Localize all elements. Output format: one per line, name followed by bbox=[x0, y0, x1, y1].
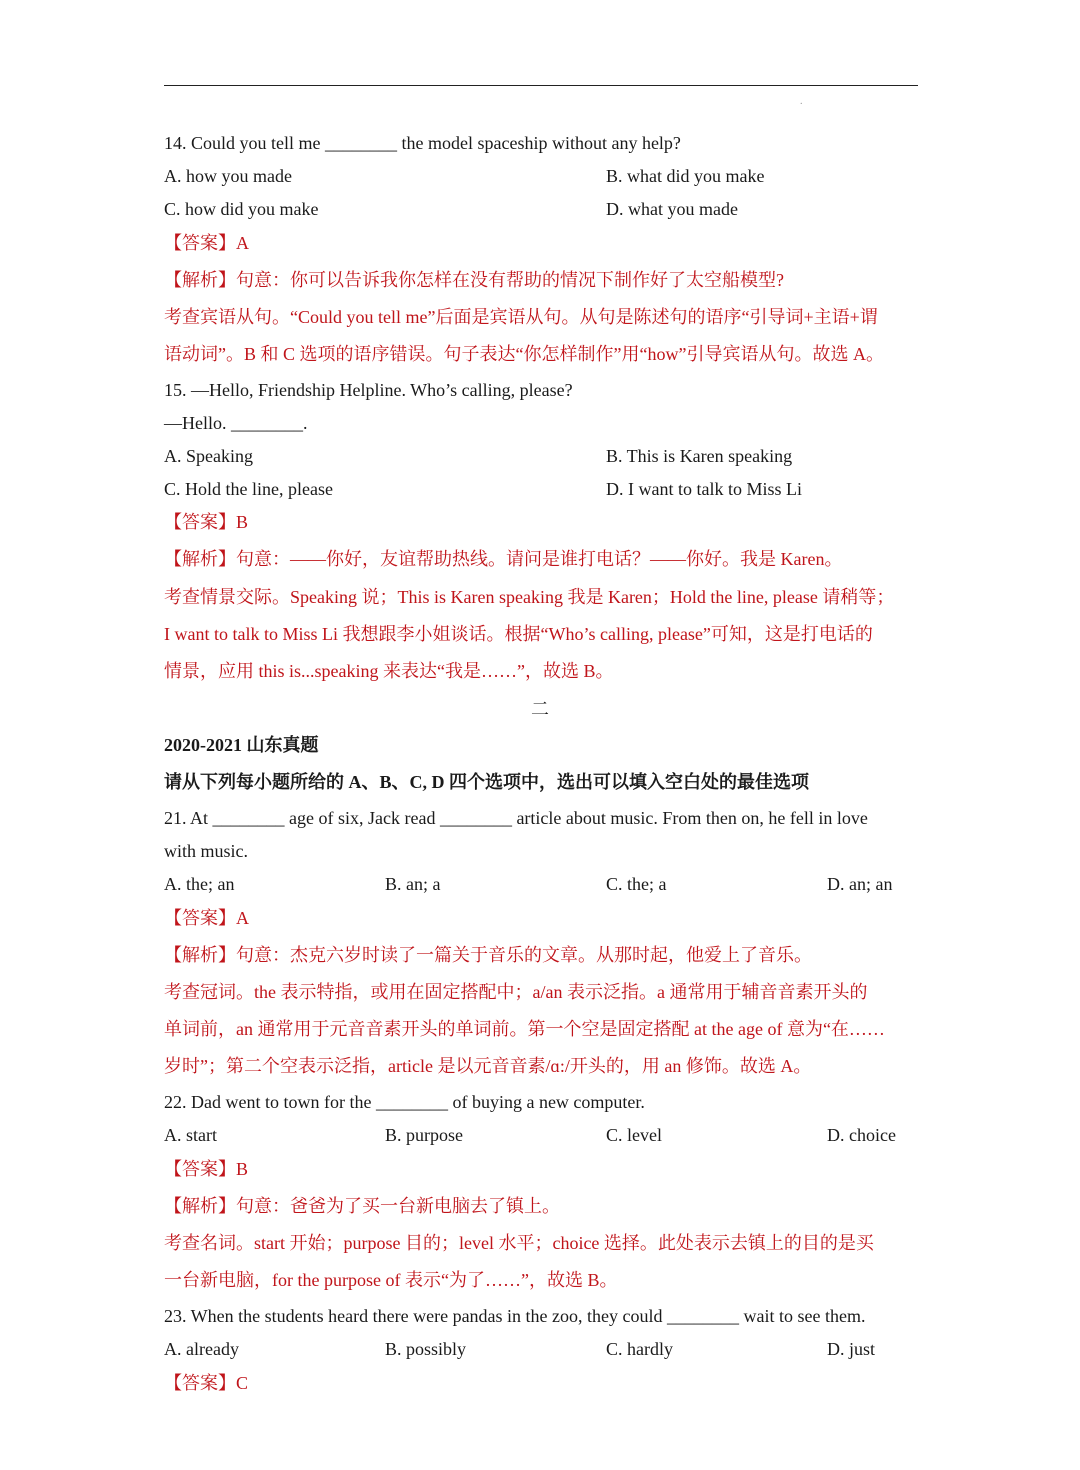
q15-option-b: B. This is Karen speaking bbox=[606, 446, 793, 466]
q23-stem: 23. When the students heard there were pandas in the zoo, they could ________ wait to see them. bbox=[164, 1306, 866, 1326]
q14-option-d: D. what you made bbox=[606, 199, 738, 219]
q22-stem: 22. Dad went to town for the ________ of buying a new computer. bbox=[164, 1092, 645, 1112]
q14-option-c: C. how did you make bbox=[164, 199, 319, 219]
q14-answer: 【答案】A bbox=[164, 233, 249, 253]
q22-analysis-line-3: 一台新电脑，for the purpose of 表示“为了……”，故选 B。 bbox=[164, 1270, 618, 1290]
q21-option-c: C. the; a bbox=[606, 874, 667, 894]
q21-analysis-line-1: 【解析】句意：杰克六岁时读了一篇关于音乐的文章。从那时起，他爱上了音乐。 bbox=[164, 945, 812, 965]
q21-stem-continued: with music. bbox=[164, 841, 248, 861]
section-title: 2020-2021 山东真题 bbox=[164, 735, 319, 755]
q21-analysis-line-2: 考查冠词。the 表示特指，或用在固定搭配中；a/an 表示泛指。a 通常用于辅音音素开头的 bbox=[164, 982, 868, 1002]
q23-option-c: C. hardly bbox=[606, 1339, 673, 1359]
q15-option-c: C. Hold the line, please bbox=[164, 479, 333, 499]
section-instruction: 请从下列每小题所给的 A、B、C, D 四个选项中，选出可以填入空白处的最佳选项 bbox=[164, 772, 809, 792]
q21-option-d: D. an; an bbox=[827, 874, 893, 894]
q14-analysis-line-1: 【解析】句意：你可以告诉我你怎样在没有帮助的情况下制作好了太空船模型? bbox=[164, 270, 784, 290]
q22-analysis-line-2: 考查名词。start 开始；purpose 目的；level 水平；choice 选择。此处表示去镇上的目的是买 bbox=[164, 1233, 874, 1253]
q21-stem: 21. At ________ age of six, Jack read ________ article about music. From then on, he fell in love bbox=[164, 808, 868, 828]
q14-analysis-line-3: 语动词”。B 和 C 选项的语序错误。句子表达“你怎样制作”用“how”引导宾语从句。故选 A。 bbox=[164, 344, 884, 364]
header-dot: . bbox=[800, 96, 803, 107]
q21-analysis-line-4: 岁时”；第二个空表示泛指，article 是以元音音素/ɑ:/开头的，用 an 修饰。故选 A。 bbox=[164, 1056, 812, 1076]
q21-option-b: B. an; a bbox=[385, 874, 441, 894]
q15-analysis-line-2: 考查情景交际。Speaking 说；This is Karen speaking 我是 Karen；Hold the line, please 请稍等； bbox=[164, 587, 895, 607]
q15-option-a: A. Speaking bbox=[164, 446, 253, 466]
q14-analysis-line-2: 考查宾语从句。“Could you tell me”后面是宾语从句。从句是陈述句的语序“引导词+主语+谓 bbox=[164, 307, 878, 327]
q22-analysis-line-1: 【解析】句意：爸爸为了买一台新电脑去了镇上。 bbox=[164, 1196, 560, 1216]
section-number: 二 bbox=[531, 699, 549, 719]
q14-option-a: A. how you made bbox=[164, 166, 292, 186]
q15-stem-reply: —Hello. ________. bbox=[164, 413, 308, 433]
q15-analysis-line-1: 【解析】句意：——你好，友谊帮助热线。请问是谁打电话？——你好。我是 Karen。 bbox=[164, 549, 843, 569]
q23-answer: 【答案】C bbox=[164, 1373, 249, 1393]
q15-analysis-line-3: I want to talk to Miss Li 我想跟李小姐谈话。根据“Who’s calling, please”可知，这是打电话的 bbox=[164, 624, 873, 644]
q15-answer: 【答案】B bbox=[164, 512, 249, 532]
q23-option-d: D. just bbox=[827, 1339, 876, 1359]
q15-option-d: D. I want to talk to Miss Li bbox=[606, 479, 802, 499]
q21-analysis-line-3: 单词前，an 通常用于元音音素开头的单词前。第一个空是固定搭配 at the age of 意为“在…… bbox=[164, 1019, 885, 1039]
q22-option-b: B. purpose bbox=[385, 1125, 463, 1145]
q15-stem: 15. —Hello, Friendship Helpline. Who’s calling, please? bbox=[164, 380, 573, 400]
q23-option-b: B. possibly bbox=[385, 1339, 467, 1359]
q21-answer: 【答案】A bbox=[164, 908, 249, 928]
q14-stem: 14. Could you tell me ________ the model spaceship without any help? bbox=[164, 133, 681, 153]
q23-option-a: A. already bbox=[164, 1339, 239, 1359]
q22-option-a: A. start bbox=[164, 1125, 217, 1145]
q22-answer: 【答案】B bbox=[164, 1159, 249, 1179]
q15-analysis-line-4: 情景，应用 this is...speaking 来表达“我是……”，故选 B。 bbox=[164, 661, 614, 681]
q14-option-b: B. what did you make bbox=[606, 166, 765, 186]
header-rule bbox=[164, 85, 918, 86]
q22-option-c: C. level bbox=[606, 1125, 662, 1145]
q22-option-d: D. choice bbox=[827, 1125, 896, 1145]
q21-option-a: A. the; an bbox=[164, 874, 235, 894]
